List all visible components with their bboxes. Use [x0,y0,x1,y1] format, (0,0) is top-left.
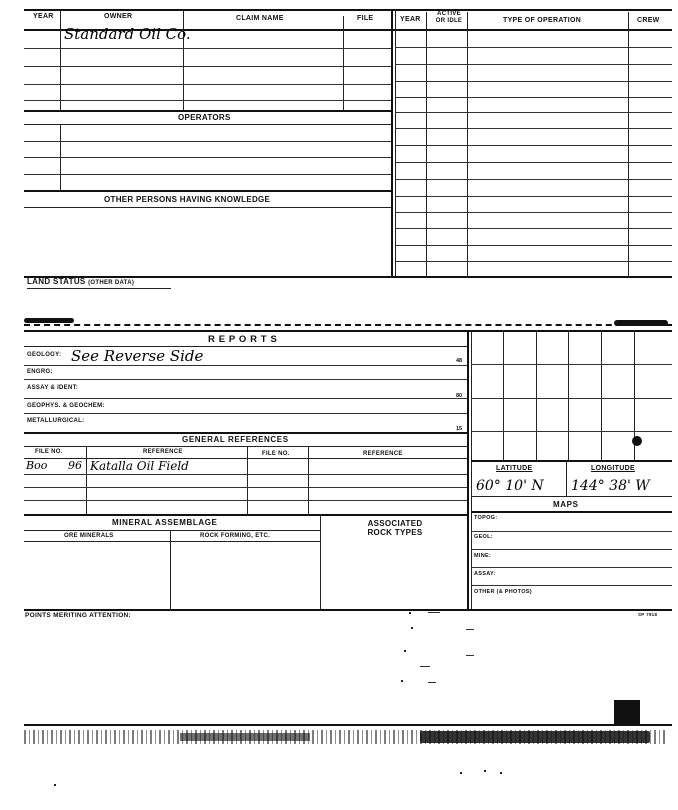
row-rule [24,207,391,208]
row-rule [24,174,391,175]
other-persons-heading: OTHER PERSONS HAVING KNOWLEDGE [104,195,271,204]
row-rule [24,474,467,475]
row-rule [471,531,672,532]
scan-dash [428,612,440,613]
margin-number: 48 [456,358,463,364]
header-year-2: YEAR [400,16,421,23]
land-status-text: LAND STATUS [27,277,86,286]
section-divider [467,330,469,610]
row-rule [24,446,467,447]
section-divider [391,9,393,277]
land-status-label [27,277,134,286]
scan-dash [428,682,436,683]
reports-top-rule-2 [24,330,672,332]
land-status-sub: (OTHER DATA) [88,280,135,286]
reports-top-rule [24,324,672,326]
row-rule [395,112,672,113]
margin-number: 80 [456,393,463,399]
scan-speck [54,784,56,786]
grid-rule [536,330,537,460]
row-rule [24,100,391,101]
scan-speck [500,772,502,774]
row-rule [395,81,672,82]
row-rule [395,97,672,98]
row-rule [24,84,391,85]
operators-rule [24,110,391,112]
header-claim-name: CLAIM NAME [236,15,284,22]
geophys-label: GEOPHYS. & GEOCHEM: [27,403,105,409]
maps-mine: MINE: [474,553,492,559]
scan-smudge [24,318,74,323]
longitude-value: 144° 38' W [571,478,650,494]
col-rule [170,530,171,609]
scan-smudge [180,733,310,741]
longitude-label: LONGITUDE [591,465,635,472]
geology-entry: See Reverse Side [71,347,204,365]
row-rule [471,585,672,586]
mineral-rule [24,514,467,516]
row-rule [24,379,467,380]
geology-label: GEOLOGY: [27,352,62,358]
scan-speck [409,612,411,614]
row-rule [395,196,672,197]
gr-col-ref-2: REFERENCE [363,451,403,457]
section-divider [395,9,396,277]
col-rule [247,446,248,514]
col-rule [566,460,567,496]
row-rule [395,162,672,163]
maps-title: MAPS [553,500,579,509]
engrg-label: ENGRG: [27,369,53,375]
col-rule [86,446,87,514]
scan-dash [420,666,430,667]
section-divider [471,330,472,610]
metallurgical-label: METALLURGICAL: [27,418,85,424]
other-persons-rule [24,190,391,192]
footer-rule [24,609,672,611]
grid-rule [601,330,602,460]
row-rule [24,157,391,158]
maps-topog: TOPOG: [474,515,498,521]
scan-speck [411,627,413,629]
general-refs-title: GENERAL REFERENCES [182,435,289,444]
gr-row-file: Boo [26,459,48,472]
row-rule [24,124,391,125]
ore-minerals: ORE MINERALS [64,533,114,539]
general-refs-rule [24,432,467,434]
header-year: YEAR [33,13,54,20]
dot-marker-icon [632,436,642,446]
header-crew: CREW [637,17,660,24]
col-rule [320,514,321,609]
bottom-rule [24,724,672,726]
grid-rule [471,364,672,365]
gr-row-num: 96 [68,459,82,472]
scan-speck [404,650,406,652]
row-rule [24,500,467,501]
scan-speck [401,680,403,682]
row-rule [471,567,672,568]
scan-dash [466,629,474,630]
points-meriting-attention: POINTS MERITING ATTENTION: [25,612,132,619]
header-owner: OWNER [104,13,133,20]
maps-other: OTHER (& PHOTOS) [474,589,532,595]
scan-speck [484,770,486,772]
owner-entry: Standard Oil Co. [64,25,191,43]
registration-mark [614,700,640,726]
gr-col-file: FILE NO. [35,449,63,455]
row-rule [471,511,672,513]
gr-row-ref: Katalla Oil Field [90,459,189,473]
scan-smudge [420,731,650,743]
operators-heading: OPERATORS [178,113,231,122]
grid-rule [568,330,569,460]
row-rule [24,141,391,142]
row-rule [471,496,672,497]
grid-rule [471,431,672,432]
row-rule [395,179,672,180]
row-rule [395,64,672,65]
gr-col-ref: REFERENCE [143,449,183,455]
col-rule [308,446,309,514]
row-rule [395,47,672,48]
mineral-title: MINERAL ASSEMBLAGE [112,518,218,527]
row-rule [471,549,672,550]
row-rule [395,145,672,146]
row-rule [395,212,672,213]
row-rule [24,487,467,488]
header-type-of-operation: TYPE OF OPERATION [503,17,582,24]
row-rule [395,128,672,129]
row-rule [24,541,320,542]
row-rule [395,245,672,246]
gr-col-file-2: FILE NO. [262,451,290,457]
scan-speck [460,772,462,774]
form-number: SP 7918 [638,612,658,617]
top-border [24,9,672,11]
grid-rule [503,330,504,460]
maps-geol: GEOL: [474,534,493,540]
assay-label: ASSAY & IDENT: [27,385,79,391]
assoc-rock-types: ASSOCIATED ROCK TYPES [367,519,423,537]
grid-rule [471,398,672,399]
rock-forming: ROCK FORMING, ETC. [200,533,271,539]
row-rule [24,413,467,414]
latitude-label: LATITUDE [496,465,533,472]
latitude-value: 60° 10' N [476,478,544,494]
row-rule [395,228,672,229]
row-rule [24,398,467,399]
land-status-underline [27,288,171,289]
margin-number: 15 [456,426,463,432]
reports-title: R E P O R T S [208,334,278,345]
row-rule [24,530,320,531]
row-rule [471,460,672,462]
row-rule [24,48,391,49]
row-rule [24,66,391,67]
col-rule [343,16,344,110]
scan-dash [466,655,474,656]
maps-assay: ASSAY: [474,571,496,577]
row-rule [24,365,467,366]
col-rule [60,10,61,110]
header-file: FILE [357,15,374,22]
header-active-idle: ACTIVE OR IDLE [435,11,463,24]
row-rule [395,261,672,262]
